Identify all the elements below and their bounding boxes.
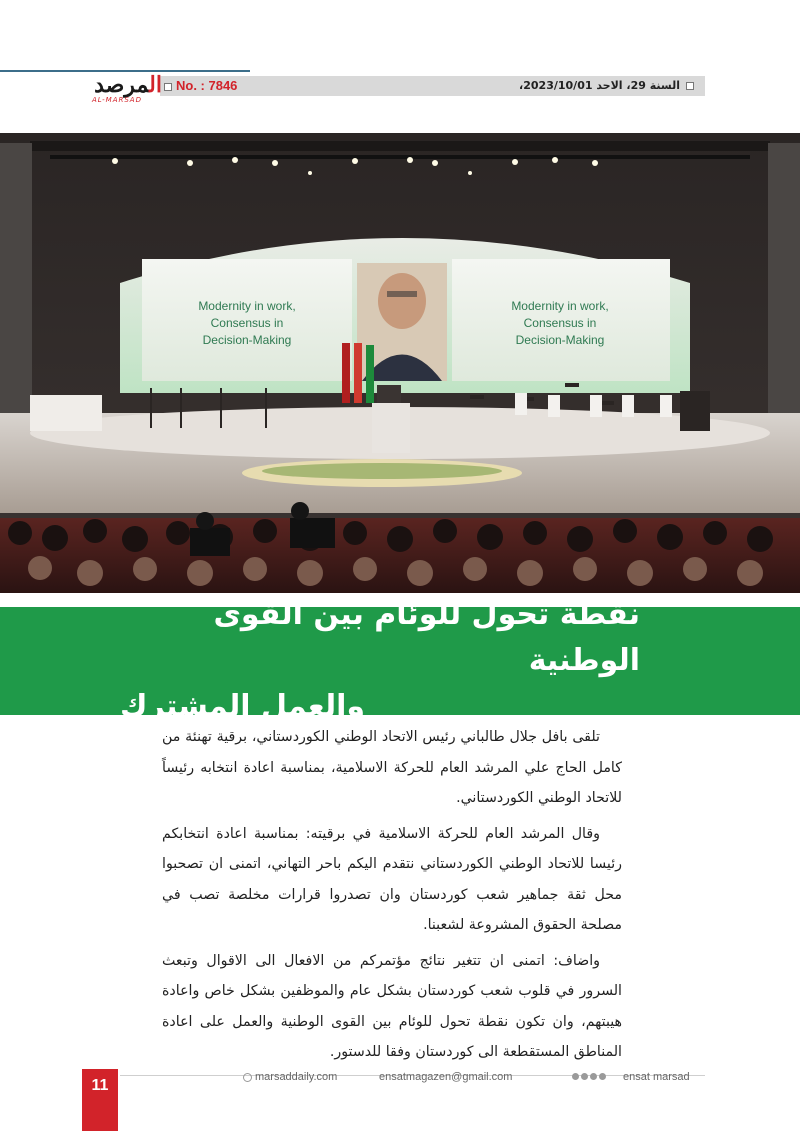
logo-main-text: مرصد	[94, 72, 150, 98]
screen-left-line-2: Consensus in	[210, 316, 284, 330]
logo-accent-text: ال	[149, 72, 162, 98]
screen-left-line-3: Decision-Making	[202, 333, 292, 347]
screen-right-line-3: Decision-Making	[515, 333, 605, 347]
page-number: 11	[91, 1077, 109, 1094]
issue-date: السنة 29، الاحد 2023/10/01،	[519, 76, 694, 96]
screen-right-line-1: Modernity in work,	[511, 299, 609, 313]
youtube-icon[interactable]	[599, 1073, 606, 1080]
facebook-icon[interactable]	[572, 1073, 579, 1080]
globe-icon	[243, 1073, 252, 1082]
article-title	[120, 597, 640, 724]
issue-number: No. : 7846	[164, 76, 237, 96]
page-number-box	[82, 1069, 118, 1131]
article-paragraph: تلقى بافل جلال طالباني رئيس الاتحاد الوطني الكوردستاني، برقية تهنئة من كامل الحاج علي المرشد العام للحركة الاسلامية، بمناسبة اعادة انتخابه رئيساً للاتحاد الوطني الكوردستاني.	[162, 729, 622, 806]
footer-website[interactable]: marsaddaily.com	[243, 1071, 337, 1083]
article-title-line-2: والعمل المشترك	[120, 689, 366, 724]
screen-right-line-2: Consensus in	[523, 316, 597, 330]
footer-brand: ensat marsad	[623, 1071, 690, 1083]
social-icons	[572, 1073, 606, 1080]
instagram-icon[interactable]	[590, 1073, 597, 1080]
conference-photo	[0, 133, 800, 593]
square-bullet-icon	[686, 82, 694, 90]
screen-left-line-1: Modernity in work,	[198, 299, 296, 313]
publication-logo	[84, 72, 162, 106]
article-title-line-1: نقطة تحول للوئام بين القوى الوطنية	[213, 597, 640, 678]
logo-latin-text: AL-MARSAD	[92, 96, 142, 104]
square-bullet-icon	[164, 83, 172, 91]
article-paragraph: واضاف: اتمنى ان تتغير نتائج مؤتمركم من الافعال الى الاقوال وتبعث السرور في قلوب شعب كوردستان بشكل عام والموظفين بشكل خاص واعادة هيبتهم، وان تكون نقطة تحول للوئام بين القوى الوطنية والعمل على اعادة المناطق المستقطعة الى كوردستان وفقا للدستور.	[162, 952, 622, 1060]
footer-email[interactable]: ensatmagazen@gmail.com	[379, 1071, 513, 1083]
article-paragraph: وقال المرشد العام للحركة الاسلامية في برقيته: بمناسبة اعادة انتخابكم رئيسا للاتحاد الوطني الكوردستاني نتقدم اليكم باحر التهاني، اتمنى ان تصحبوا محل ثقة جماهير شعب كوردستان وان تصدروا قرارات مخلصة تصب في مصلحة الحقوق المشروعة لشعبنا.	[162, 825, 622, 933]
article-body	[162, 722, 622, 1073]
twitter-icon[interactable]	[581, 1073, 588, 1080]
